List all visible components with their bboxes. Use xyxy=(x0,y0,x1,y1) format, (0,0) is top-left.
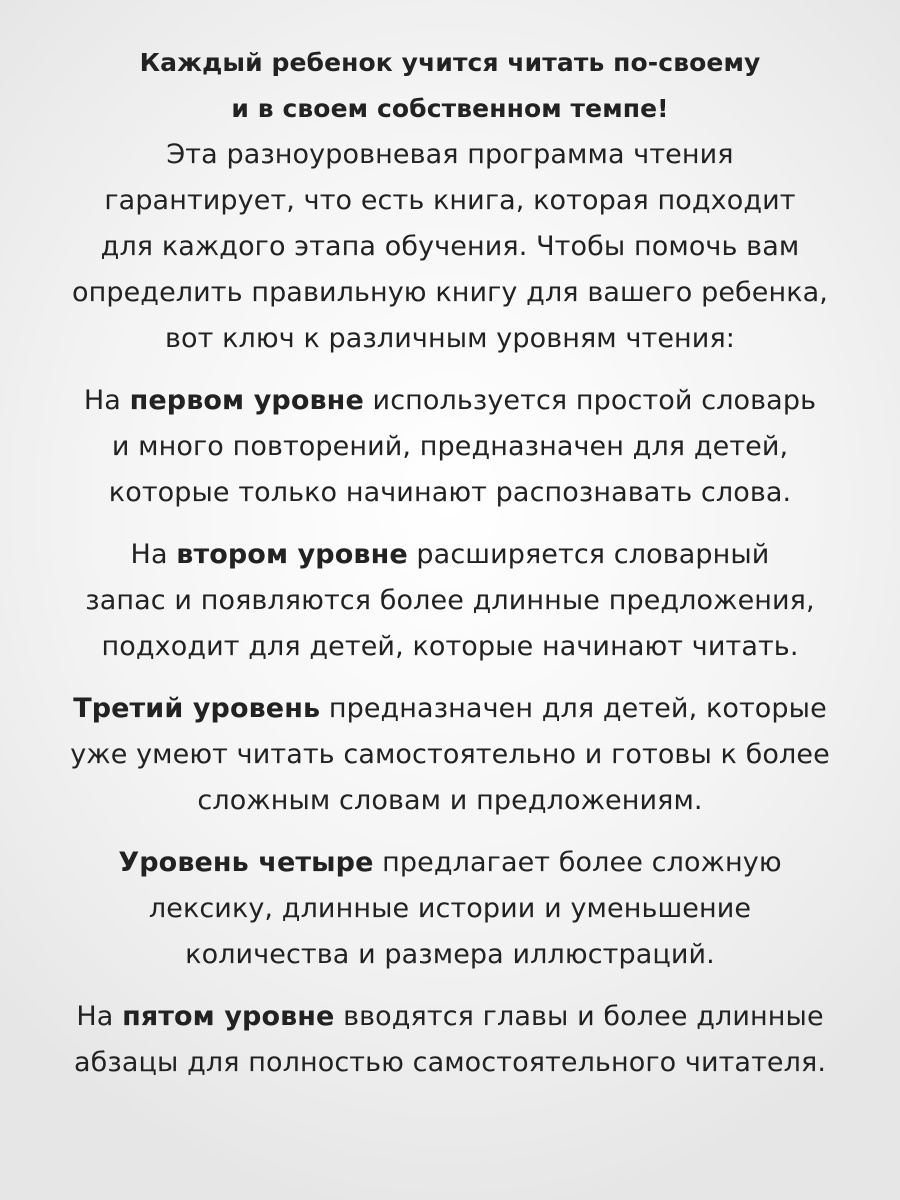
level-1-prefix: На xyxy=(83,385,130,416)
level-4-line-1 xyxy=(0,840,900,886)
intro-heading-line-2: и в своем собственном темпе! xyxy=(231,94,669,123)
level-4-bold-term: Уровень четыре xyxy=(118,847,374,878)
level-5-prefix: На xyxy=(76,1001,123,1032)
level-5-paragraph xyxy=(0,994,900,1086)
level-5-line-1-rest: вводятся главы и более длинные xyxy=(334,1001,824,1032)
intro-paragraph xyxy=(0,40,900,362)
level-2-prefix: На xyxy=(130,539,177,570)
level-3-bold-term: Третий уровень xyxy=(73,693,321,724)
level-1-bold-term: первом уровне xyxy=(129,385,364,416)
level-2-bold-term: втором уровне xyxy=(176,539,408,570)
level-4-line-2: лексику, длинные истории и уменьшение xyxy=(148,893,752,924)
level-1-line-1 xyxy=(0,378,900,424)
level-4-paragraph xyxy=(0,840,900,978)
level-1-line-1-rest: используется простой словарь xyxy=(363,385,817,416)
level-3-paragraph xyxy=(0,686,900,824)
level-1-line-3: которые только начинают распознавать слова. xyxy=(108,477,792,508)
level-5-line-2: абзацы для полностью самостоятельного читателя. xyxy=(74,1047,826,1078)
intro-body-line-3: для каждого этапа обучения. Чтобы помочь вам xyxy=(100,231,800,262)
intro-body-line-5: вот ключ к различным уровням чтения: xyxy=(164,323,735,354)
level-3-line-1-rest: предназначен для детей, которые xyxy=(320,693,827,724)
level-3-line-2: уже умеют читать самостоятельно и готовы к более xyxy=(70,739,830,770)
level-1-line-2: и много повторений, предназначен для детей, xyxy=(111,431,789,462)
level-3-line-3: сложным словам и предложениям. xyxy=(197,785,703,816)
level-5-bold-term: пятом уровне xyxy=(122,1001,335,1032)
intro-heading-line-1: Каждый ребенок учится читать по-своему xyxy=(139,48,761,77)
intro-body-line-4: определить правильную книгу для вашего ребенка, xyxy=(71,277,828,308)
level-2-line-1-rest: расширяется словарный xyxy=(407,539,770,570)
level-2-paragraph xyxy=(0,532,900,670)
level-5-line-1 xyxy=(0,994,900,1040)
level-2-line-1 xyxy=(0,532,900,578)
level-2-line-2: запас и появляются более длинные предложения, xyxy=(85,585,815,616)
level-4-line-1-rest: предлагает более сложную xyxy=(373,847,782,878)
level-2-line-3: подходит для детей, которые начинают читать. xyxy=(101,631,799,662)
level-3-line-1 xyxy=(0,686,900,732)
level-4-line-3: количества и размера иллюстраций. xyxy=(185,939,715,970)
level-1-paragraph xyxy=(0,378,900,516)
intro-body-line-2: гарантирует, что есть книга, которая подходит xyxy=(104,185,796,216)
intro-body-line-1: Эта разноуровневая программа чтения xyxy=(166,139,734,170)
